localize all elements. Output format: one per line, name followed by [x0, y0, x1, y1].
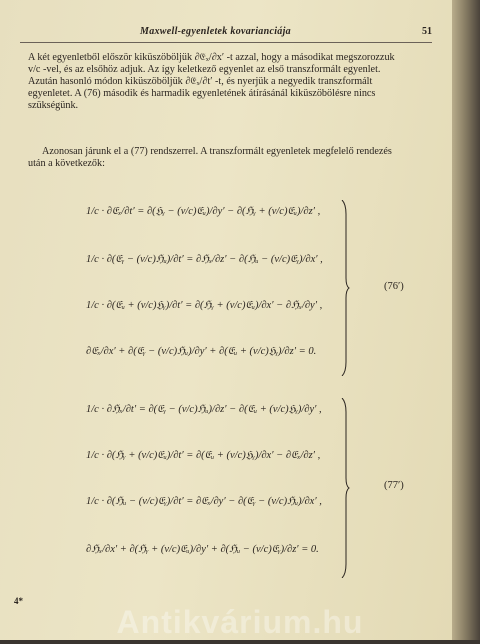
equation-76-1: 1/c · ∂𝔈ₓ/∂t′ = ∂(ℌᵧ − (v/c)𝔈ᵤ)/∂y′ − ∂(ℌᵧ + (v/c)𝔈ᵤ)/∂z′ , — [86, 206, 321, 217]
equation-76-3: 1/c · ∂(𝔈ᵤ + (v/c)ℌᵧ)/∂t′ = ∂(ℌᵧ + (v/c)𝔈ᵤ)/∂x′ − ∂ℌₓ/∂y′ , — [86, 300, 323, 311]
running-header — [20, 26, 432, 43]
equation-77-1: 1/c · ∂ℌₓ/∂t′ = ∂(𝔈ᵧ − (v/c)ℌᵤ)/∂z′ − ∂(𝔈ᵤ + (v/c)ℌᵧ)/∂y′ , — [86, 404, 322, 415]
signature-mark: 4* — [14, 596, 23, 606]
brace-77 — [340, 398, 350, 578]
paragraph-1: A két egyenletből először kiküszöböljük ∂𝔈ₓ/∂x′ -t azzal, hogy a másodikat megszorozzuk v/c -vel, és az elsőhöz adjuk. Az így keletkező egyenlet az első transzformált egyenlet. Azután hasonló módon kiküszöböljük ∂𝔈ₓ/∂t′ -t, és nyerjük a negyedik transzformált egyenletet. A (76) második és harmadik egyenletének átírásánál kiküszöbölésre nincs szükségünk. — [28, 52, 395, 111]
equation-label-76: (76′) — [384, 281, 404, 292]
equation-77-3: 1/c · ∂(ℌᵤ − (v/c)𝔈ᵧ)/∂t′ = ∂𝔈ₓ/∂y′ − ∂(𝔈ᵧ − (v/c)ℌᵤ)/∂x′ , — [86, 496, 322, 507]
watermark-logo: Antikvárium.hu — [116, 604, 364, 640]
paragraph-2: Azonosan járunk el a (77) rendszerrel. A transzformált egyenletek megfelelő rendezés után a következők: — [28, 146, 392, 169]
brace-76 — [340, 200, 350, 376]
equation-77-4: ∂ℌₓ/∂x′ + ∂(ℌᵧ + (v/c)𝔈ᵤ)/∂y′ + ∂(ℌᵤ − (v/c)𝔈ᵧ)/∂z′ = 0. — [86, 544, 319, 555]
equation-76-4: ∂𝔈ₓ/∂x′ + ∂(𝔈ᵧ − (v/c)ℌᵤ)/∂y′ + ∂(𝔈ᵤ + (v/c)ℌᵧ)/∂z′ = 0. — [86, 346, 317, 357]
book-spine-shadow — [452, 0, 480, 640]
equation-label-77: (77′) — [384, 480, 404, 491]
equation-76-2: 1/c · ∂(𝔈ᵧ − (v/c)ℌᵤ)/∂t′ = ∂ℌₓ/∂z′ − ∂(ℌᵤ − (v/c)𝔈ᵧ)/∂x′ , — [86, 254, 323, 265]
header-title: Maxwell-egyenletek kovarianciája — [140, 26, 291, 37]
equation-77-2: 1/c · ∂(ℌᵧ + (v/c)𝔈ᵤ)/∂t′ = ∂(𝔈ᵤ + (v/c)ℌᵧ)/∂x′ − ∂𝔈ₓ/∂z′ , — [86, 450, 321, 461]
page-number: 51 — [422, 26, 432, 37]
